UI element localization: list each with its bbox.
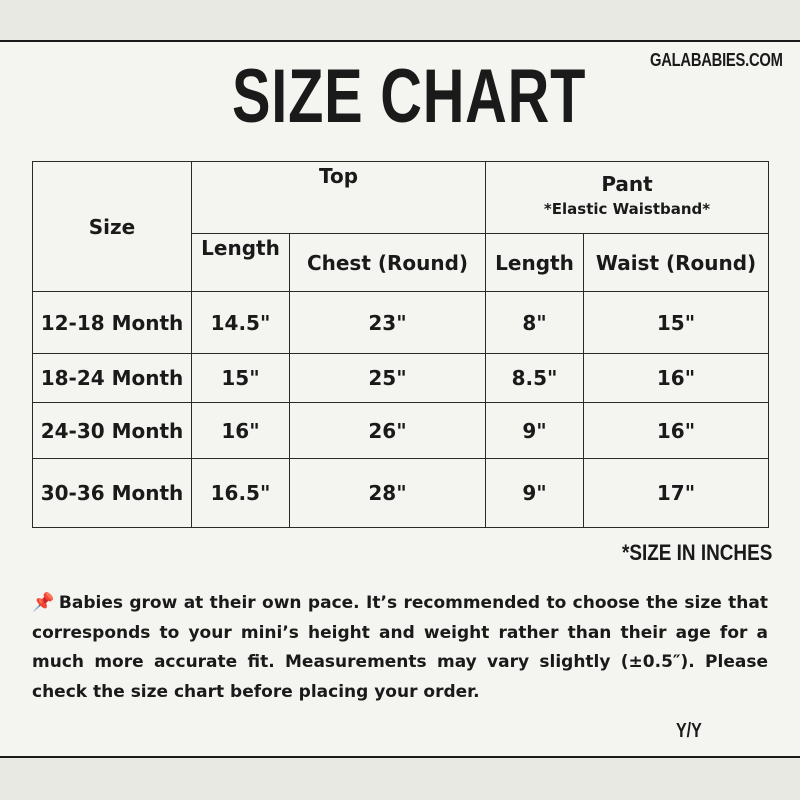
brand-website: GALABABIES.COM (650, 50, 783, 70)
top-length-cell: 15" (192, 354, 290, 403)
sizing-advice-paragraph (32, 588, 768, 707)
pant-length-cell: 8" (486, 292, 584, 354)
pant-waist-cell: 16" (584, 403, 769, 459)
page-title: SIZE CHART (232, 54, 587, 139)
size-cell: 24-30 Month (33, 403, 192, 459)
size-cell: 30-36 Month (33, 459, 192, 528)
size-cell: 18-24 Month (33, 354, 192, 403)
pant-length-header: Length (486, 234, 584, 292)
pant-length-cell: 8.5" (486, 354, 584, 403)
pant-waist-header: Waist (Round) (584, 234, 769, 292)
size-cell: 12-18 Month (33, 292, 192, 354)
top-length-cell: 16" (192, 403, 290, 459)
pushpin-icon: 📌 (32, 592, 55, 613)
top-chest-cell: 28" (290, 459, 486, 528)
size-column-header: Size (33, 162, 192, 292)
pant-elastic-note: *Elastic Waistband* (543, 200, 711, 218)
pant-waist-cell: 16" (584, 354, 769, 403)
top-length-cell: 16.5" (192, 459, 290, 528)
sizing-advice-text: Babies grow at their own pace. It’s recommended to choose the size that corresponds to your mini’s height and weight rather than their age for a much more accurate fit. Measurements may vary slightly (±0.5″). Please check the size chart before placing your order. (32, 593, 768, 702)
pant-length-cell: 9" (486, 459, 584, 528)
top-chest-cell: 25" (290, 354, 486, 403)
pant-waist-cell: 17" (584, 459, 769, 528)
top-chest-cell: 26" (290, 403, 486, 459)
top-chest-cell: 23" (290, 292, 486, 354)
table-header-row (33, 162, 769, 234)
top-length-cell: 14.5" (192, 292, 290, 354)
table-row (33, 292, 769, 354)
table-row (33, 459, 769, 528)
signature: Y/Y (676, 720, 702, 742)
table-row (33, 354, 769, 403)
top-chest-header: Chest (Round) (290, 234, 486, 292)
pant-header-label: Pant (601, 172, 653, 196)
pant-length-cell: 9" (486, 403, 584, 459)
top-length-header: Length (192, 234, 290, 292)
top-group-header: Top (192, 162, 486, 234)
size-table (32, 161, 769, 528)
size-unit-note: *SIZE IN INCHES (622, 540, 773, 565)
size-chart-card (0, 40, 800, 758)
table-row (33, 403, 769, 459)
pant-waist-cell: 15" (584, 292, 769, 354)
pant-group-header (486, 162, 769, 234)
